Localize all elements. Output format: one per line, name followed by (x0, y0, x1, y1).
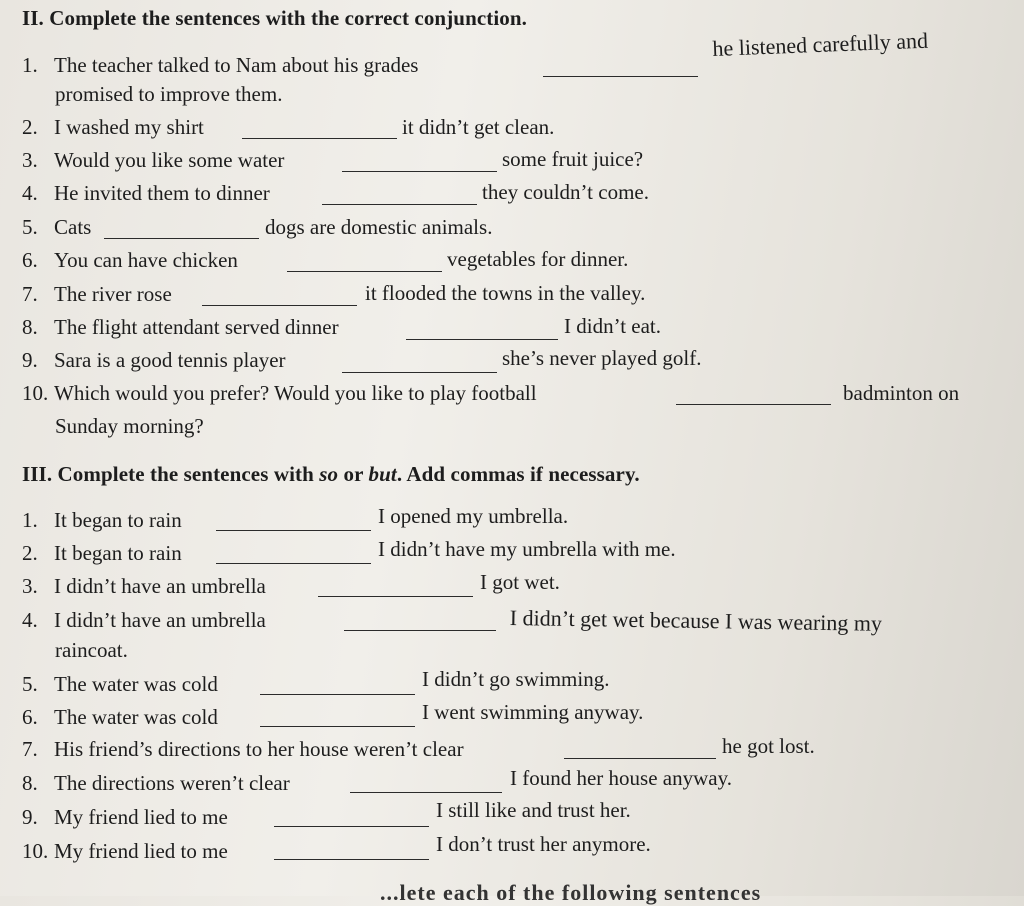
s3-item-10-blank[interactable] (274, 859, 429, 860)
s2-item-10: 10. Which would you prefer? Would you like to play football (22, 381, 537, 405)
s2-item-10-after: badminton on (843, 381, 960, 405)
s2-item-6-blank[interactable] (287, 271, 442, 272)
s3-item-4-after: I didn’t get wet because I was wearing my (509, 605, 883, 636)
s2-item-2: 2. I washed my shirt (22, 115, 204, 139)
s2-item-9-blank[interactable] (342, 372, 497, 373)
s3-item-1-after: I opened my umbrella. (378, 504, 569, 528)
s3-item-9-blank[interactable] (274, 826, 429, 827)
s3-item-5: 5. The water was cold (22, 672, 218, 696)
s2-item-4-after: they couldn’t come. (482, 180, 649, 204)
s3-item-3-blank[interactable] (318, 596, 473, 597)
s2-item-5: 5. Cats (22, 215, 92, 239)
s2-item-2-blank[interactable] (242, 138, 397, 139)
s2-item-7: 7. The river rose (22, 282, 172, 306)
s2-item-1-before: The teacher talked to Nam about his grades (54, 53, 419, 77)
s2-item-5-after: dogs are domestic animals. (265, 215, 493, 239)
section3-heading: III. Complete the sentences with so or but. Add commas if necessary. (22, 462, 640, 486)
s3-item-1-blank[interactable] (216, 530, 371, 531)
s3-item-2: 2. It began to rain (22, 541, 182, 565)
s3-item-8: 8. The directions weren’t clear (22, 771, 290, 795)
s2-item-1: 1. The teacher talked to Nam about his grades (22, 53, 419, 77)
s3-item-5-after: I didn’t go swimming. (422, 667, 610, 691)
s2-item-2-after: it didn’t get clean. (402, 115, 555, 139)
s3-item-4-cont: raincoat. (55, 638, 128, 662)
s3-item-6-after: I went swimming anyway. (422, 700, 644, 724)
s2-item-1-after: he listened carefully and (712, 27, 929, 61)
s2-item-8: 8. The flight attendant served dinner (22, 315, 339, 339)
s2-item-4-blank[interactable] (322, 204, 477, 205)
s2-item-10-cont: Sunday morning? (55, 414, 204, 438)
s2-item-3-after: some fruit juice? (502, 147, 644, 171)
s3-item-6-blank[interactable] (260, 726, 415, 727)
s2-item-1-blank[interactable] (543, 76, 698, 77)
s2-item-9-after: she’s never played golf. (502, 346, 702, 370)
s3-item-7-blank[interactable] (564, 758, 716, 759)
s3-item-8-blank[interactable] (350, 792, 502, 793)
s2-item-3-blank[interactable] (342, 171, 497, 172)
s3-item-9-after: I still like and trust her. (436, 798, 631, 822)
s3-item-10: 10. My friend lied to me (22, 839, 228, 863)
s3-item-2-after: I didn’t have my umbrella with me. (378, 537, 676, 561)
s2-item-9: 9. Sara is a good tennis player (22, 348, 286, 372)
s2-item-7-after: it flooded the towns in the valley. (365, 281, 646, 305)
s3-item-2-blank[interactable] (216, 563, 371, 564)
s2-item-6: 6. You can have chicken (22, 248, 238, 272)
s3-item-6: 6. The water was cold (22, 705, 218, 729)
section2-heading: II. Complete the sentences with the correct conjunction. (22, 6, 528, 30)
s3-item-4-blank[interactable] (344, 630, 496, 631)
s2-item-4: 4. He invited them to dinner (22, 181, 270, 205)
s3-item-10-after: I don’t trust her anymore. (436, 832, 651, 856)
s2-item-3: 3. Would you like some water (22, 148, 285, 172)
s2-item-8-blank[interactable] (406, 339, 558, 340)
s3-item-1: 1. It began to rain (22, 508, 182, 532)
s2-item-8-after: I didn’t eat. (564, 314, 662, 338)
s3-item-9: 9. My friend lied to me (22, 805, 228, 829)
s3-item-3: 3. I didn’t have an umbrella (22, 574, 266, 598)
next-section-heading-partial: ...lete each of the following sentences (380, 880, 762, 905)
s2-item-1-cont: promised to improve them. (55, 82, 283, 106)
s2-item-7-blank[interactable] (202, 305, 357, 306)
s3-item-3-after: I got wet. (480, 570, 560, 594)
s3-item-8-after: I found her house anyway. (510, 766, 732, 790)
s2-item-6-after: vegetables for dinner. (447, 247, 629, 271)
s3-item-7-after: he got lost. (722, 734, 815, 758)
s2-item-5-blank[interactable] (104, 238, 259, 239)
s3-item-5-blank[interactable] (260, 694, 415, 695)
s3-item-4: 4. I didn’t have an umbrella (22, 608, 266, 632)
s2-item-10-blank[interactable] (676, 404, 831, 405)
s3-item-7: 7. His friend’s directions to her house weren’t clear (22, 737, 464, 761)
